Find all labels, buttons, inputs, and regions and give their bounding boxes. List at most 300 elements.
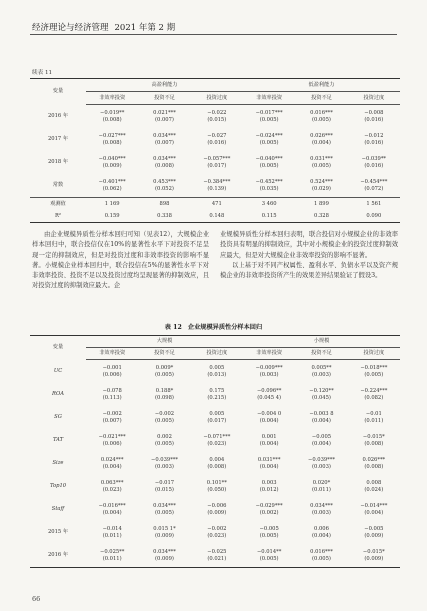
row-label: ROA <box>52 391 64 398</box>
coef-cell <box>191 383 243 406</box>
std-error: (0.113) <box>102 394 122 401</box>
row-label: TAT <box>52 437 64 444</box>
std-error: (0.004) <box>102 509 122 516</box>
coefficient: 0.020* <box>312 479 331 486</box>
std-error: (0.003) <box>155 463 174 470</box>
std-error: (0.009) <box>155 555 174 562</box>
std-error: (0.012) <box>259 486 279 493</box>
coefficient: −0.029*** <box>255 502 283 509</box>
coef-cell <box>348 521 400 544</box>
std-error: (0.015) <box>155 486 174 493</box>
coef-cell <box>295 174 347 198</box>
coefficient: 0.101** <box>206 479 227 486</box>
col-header: 投资不足 <box>295 92 347 105</box>
std-error: (0.017) <box>207 162 227 169</box>
coef-cell <box>191 406 243 429</box>
coefficient: −0.001 <box>102 364 122 371</box>
std-error: (0.045) <box>312 394 331 401</box>
std-error: (0.002) <box>259 509 279 516</box>
std-error: (0.139) <box>207 185 227 192</box>
row-label: 常数 <box>52 182 64 189</box>
std-error: (0.011) <box>102 555 122 562</box>
table-row <box>30 210 400 223</box>
coef-cell <box>243 151 295 174</box>
coef-cell <box>191 429 243 452</box>
coefficient: −0.009*** <box>255 364 283 371</box>
col-header: 投资过度 <box>348 92 400 105</box>
coef-cell <box>348 429 400 452</box>
coef-cell <box>348 105 400 129</box>
table-12 <box>30 335 400 568</box>
running-header <box>32 21 175 33</box>
std-error: (0.005) <box>155 417 174 424</box>
std-error: (0.011) <box>364 417 384 424</box>
coefficient: −0.021*** <box>98 433 126 440</box>
group-header-large-scale: 大规模 <box>86 336 243 348</box>
coef-cell <box>138 383 190 406</box>
std-error: (0.005) <box>155 440 174 447</box>
coefficient: 0.034*** <box>153 155 176 162</box>
coef-cell <box>243 544 295 568</box>
coefficient: 0.016*** <box>310 109 333 116</box>
coef-cell <box>243 383 295 406</box>
coefficient: −0.004 0 <box>257 410 282 417</box>
coefficient: −0.057*** <box>203 155 231 162</box>
std-error: (0.008) <box>207 463 227 470</box>
coef-cell <box>191 360 243 384</box>
std-error: (0.004) <box>312 417 331 424</box>
coefficient: −0.096** <box>256 387 282 394</box>
coefficient: 0.031*** <box>310 155 333 162</box>
std-error: (0.009) <box>364 532 384 539</box>
coef-cell <box>295 521 347 544</box>
row-label: SG <box>54 414 62 421</box>
std-error: (0.005) <box>259 555 279 562</box>
coefficient: −0.003 8 <box>309 410 334 417</box>
coefficient: −0.017*** <box>255 109 283 116</box>
coefficient: 0.006 <box>314 525 329 532</box>
coef-cell <box>86 174 138 198</box>
group-header-small-scale: 小规模 <box>243 336 400 348</box>
coef-cell <box>348 498 400 521</box>
group-header-low-profit: 低盈利能力 <box>243 79 400 92</box>
table-row <box>30 151 400 174</box>
coef-cell <box>138 406 190 429</box>
coef-cell <box>191 452 243 475</box>
coefficient: −0.078 <box>102 387 122 394</box>
coef-cell <box>86 475 138 498</box>
table-row <box>30 105 400 129</box>
table-11-continued <box>30 78 400 223</box>
coef-cell <box>138 452 190 475</box>
row-label: R² <box>55 212 61 219</box>
coef-cell <box>295 429 347 452</box>
std-error: (0.004) <box>259 440 279 447</box>
coefficient: 0.034*** <box>310 502 333 509</box>
coef-cell <box>138 128 190 151</box>
col-header: 投资不足 <box>138 348 190 360</box>
coefficient: −0.014*** <box>360 502 388 509</box>
coef-cell <box>348 475 400 498</box>
coef-cell <box>191 498 243 521</box>
std-error: (0.082) <box>364 394 384 401</box>
coefficient: 0.021*** <box>153 109 176 116</box>
std-error: (0.004) <box>102 463 122 470</box>
col-header: 投资过度 <box>348 348 400 360</box>
coefficient: 0.005** <box>311 364 332 371</box>
coef-cell <box>243 498 295 521</box>
std-error: (0.009) <box>364 555 384 562</box>
coefficient: −0.452*** <box>255 178 283 185</box>
coef-cell <box>243 475 295 498</box>
coefficient: 0.034*** <box>153 132 176 139</box>
coefficient: −0.015* <box>362 433 385 440</box>
stat-cell: 0.090 <box>366 212 382 219</box>
table-continue-label: 续表 11 <box>32 70 53 76</box>
coef-cell <box>295 151 347 174</box>
coefficient: 0.024*** <box>100 456 124 463</box>
coef-cell <box>348 452 400 475</box>
coef-cell <box>191 128 243 151</box>
std-error: (0.008) <box>155 162 174 169</box>
std-error: (0.006) <box>102 371 122 378</box>
col-header: 非效率投资 <box>243 92 295 105</box>
coef-cell <box>295 383 347 406</box>
std-error: (0.005) <box>312 555 331 562</box>
row-label: 2015 年 <box>47 529 69 536</box>
coef-cell <box>295 452 347 475</box>
row-label: Staff <box>51 506 65 513</box>
std-error: (0.005) <box>259 116 279 123</box>
coefficient: 0.031*** <box>257 456 281 463</box>
std-error: (0.005) <box>312 116 331 123</box>
table-row <box>30 475 400 498</box>
coefficient: −0.022 <box>207 109 227 116</box>
std-error: (0.003) <box>312 371 331 378</box>
std-error: (0.011) <box>312 486 331 493</box>
col-header: 非效率投资 <box>86 348 138 360</box>
std-error: (0.005) <box>259 162 279 169</box>
std-error: (0.023) <box>102 486 122 493</box>
coef-cell <box>138 475 190 498</box>
stat-cell: 0.338 <box>157 212 172 219</box>
std-error: (0.011) <box>102 532 122 539</box>
paragraph-continuation: 业规模异质性分样本回归表明，联合投信对小规模企业的非效率投资具有明显的抑制效应，其中对小规模企业的投资过度抑制效应最大，但是对大规模企业非效率投资的影响不显著。 <box>220 231 398 259</box>
coef-cell <box>243 429 295 452</box>
coefficient: −0.008 <box>364 109 384 116</box>
coefficient: −0.006 <box>207 502 227 509</box>
coefficient: −0.014 <box>102 525 122 532</box>
coef-cell <box>191 151 243 174</box>
std-error: (0.013) <box>207 371 227 378</box>
coefficient: −0.025** <box>99 548 125 555</box>
stat-cell: 3 460 <box>243 198 295 211</box>
coef-cell <box>243 521 295 544</box>
std-error: (0.016) <box>364 116 384 123</box>
coef-cell <box>243 105 295 129</box>
col-header: 投资不足 <box>138 92 190 105</box>
coef-cell <box>138 360 190 384</box>
coef-cell <box>86 521 138 544</box>
std-error: (0.008) <box>102 116 122 123</box>
coefficient: 0.008 <box>366 479 382 486</box>
group-header-high-profit: 高盈利能力 <box>86 79 243 92</box>
coef-cell <box>243 174 295 198</box>
std-error: (0.004) <box>312 440 331 447</box>
std-error: (0.029) <box>312 185 331 192</box>
coefficient: −0.027 <box>207 132 227 139</box>
coefficient: −0.024*** <box>255 132 283 139</box>
row-label: 2018 年 <box>47 159 69 166</box>
std-error: (0.007) <box>155 116 174 123</box>
coefficient: −0.002 <box>102 410 122 417</box>
std-error: (0.215) <box>207 394 227 401</box>
body-paragraph-left: 由企业规模异质性分样本回归可知（见表12），大规模企业样本回归中，联合投信仅在10%的显著性水平下对投资不足呈现一定的抑制效应，但是对投资过度和非效率投资的影响不显著。小规模企业样本回归中，联合投信在5%的显著性水平下对非效率投资、投资不足以及投资过度均呈现显著的抑制效应，且对投资过度的抑制效应最大。企 <box>32 231 209 290</box>
std-error: (0.016) <box>364 139 384 146</box>
coefficient: −0.019** <box>99 109 125 116</box>
coef-cell <box>191 174 243 198</box>
coef-cell <box>138 429 190 452</box>
std-error: (0.023) <box>207 532 227 539</box>
coefficient: 0.063*** <box>100 479 124 486</box>
coef-cell <box>348 128 400 151</box>
table-row <box>30 174 400 198</box>
coef-cell <box>86 105 138 129</box>
coef-cell <box>138 498 190 521</box>
coefficient: −0.025 <box>207 548 227 555</box>
coef-cell <box>348 360 400 384</box>
coef-cell <box>138 521 190 544</box>
std-error: (0.009) <box>207 509 227 516</box>
coef-cell <box>295 544 347 568</box>
std-error: (0.003) <box>312 509 331 516</box>
coef-cell <box>86 383 138 406</box>
row-label: 2016 年 <box>47 112 69 119</box>
coefficient: −0.224*** <box>360 387 388 394</box>
coefficient: −0.005 <box>259 525 279 532</box>
coef-cell <box>191 475 243 498</box>
coefficient: −0.016*** <box>98 502 126 509</box>
stat-cell: 1 169 <box>86 198 138 211</box>
coefficient: 0.005 <box>209 364 225 371</box>
coef-cell <box>243 128 295 151</box>
table-row <box>30 429 400 452</box>
table-row <box>30 198 400 211</box>
coefficient: 0.016*** <box>310 548 333 555</box>
coefficient: 0.003 <box>261 479 277 486</box>
coefficient: −0.040*** <box>98 155 126 162</box>
coefficient: −0.071*** <box>203 433 231 440</box>
coef-cell <box>295 360 347 384</box>
coef-cell <box>86 128 138 151</box>
coef-cell <box>348 544 400 568</box>
table-row <box>30 406 400 429</box>
std-error: (0.045 4) <box>257 394 282 401</box>
std-error: (0.007) <box>102 417 122 424</box>
stat-cell: 471 <box>191 198 243 211</box>
std-error: (0.015) <box>207 116 227 123</box>
std-error: (0.008) <box>364 463 384 470</box>
coefficient: 0.001 <box>261 433 277 440</box>
coefficient: −0.384*** <box>203 178 231 185</box>
coef-cell <box>191 105 243 129</box>
coef-cell <box>295 128 347 151</box>
std-error: (0.005) <box>155 371 174 378</box>
std-error: (0.005) <box>155 509 174 516</box>
table-12-caption: 表 12 企业规模异质性分样本回归 <box>164 324 263 331</box>
std-error: (0.005) <box>364 371 384 378</box>
coefficient: 0.015 1* <box>153 525 176 532</box>
coef-cell <box>295 105 347 129</box>
coefficient: 0.034*** <box>153 548 176 555</box>
col-header: 投资过度 <box>191 348 243 360</box>
coefficient: −0.454*** <box>360 178 388 185</box>
std-error: (0.004) <box>259 463 279 470</box>
coefficient: −0.039*** <box>307 456 335 463</box>
coefficient: −0.01 <box>365 410 382 417</box>
coefficient: 0.005 <box>209 410 225 417</box>
var-header: 变量 <box>52 344 64 351</box>
std-error: (0.023) <box>207 440 227 447</box>
stat-cell: 0.115 <box>261 212 277 219</box>
stat-cell: 0.328 <box>314 212 329 219</box>
coefficient: −0.015* <box>362 548 385 555</box>
coefficient: −0.039*** <box>151 456 178 463</box>
coefficient: −0.005 <box>311 433 332 440</box>
coef-cell <box>86 452 138 475</box>
std-error: (0.005) <box>259 139 279 146</box>
table-row <box>30 544 400 568</box>
coefficient: 0.175 <box>209 387 225 394</box>
std-error: (0.009) <box>155 532 174 539</box>
row-label: UC <box>53 367 63 374</box>
stat-cell: 898 <box>138 198 190 211</box>
std-error: (0.062) <box>102 185 122 192</box>
std-error: (0.009) <box>102 162 122 169</box>
std-error: (0.017) <box>207 417 227 424</box>
std-error: (0.016) <box>207 139 227 146</box>
coefficient: −0.002 <box>207 525 227 532</box>
coefficient: −0.018*** <box>360 364 388 371</box>
std-error: (0.035) <box>259 185 279 192</box>
std-error: (0.004) <box>312 532 331 539</box>
body-paragraph-right <box>220 230 398 281</box>
table-row <box>30 452 400 475</box>
std-error: (0.006) <box>102 440 122 447</box>
std-error: (0.004) <box>312 139 331 146</box>
std-error: (0.003) <box>259 371 279 378</box>
coef-cell <box>295 475 347 498</box>
coefficient: 0.034*** <box>153 502 176 509</box>
stat-cell: 0.148 <box>209 212 225 219</box>
std-error: (0.098) <box>155 394 174 401</box>
coef-cell <box>138 105 190 129</box>
std-error: (0.003) <box>312 463 331 470</box>
coef-cell <box>348 151 400 174</box>
table-row <box>30 383 400 406</box>
coefficient: 0.009* <box>155 364 174 371</box>
std-error: (0.016) <box>364 162 384 169</box>
coef-cell <box>191 521 243 544</box>
coef-cell <box>86 360 138 384</box>
coef-cell <box>138 544 190 568</box>
row-label: 观测值 <box>30 198 86 211</box>
coef-cell <box>86 151 138 174</box>
coefficient: −0.012 <box>364 132 384 139</box>
coefficient: −0.401*** <box>98 178 126 185</box>
col-header: 非效率投资 <box>243 348 295 360</box>
coef-cell <box>86 406 138 429</box>
coef-cell <box>191 544 243 568</box>
coefficient: −0.040*** <box>255 155 283 162</box>
coef-cell <box>348 406 400 429</box>
coefficient: −0.005 <box>364 525 384 532</box>
coefficient: 0.002 <box>157 433 172 440</box>
coef-cell <box>243 452 295 475</box>
coefficient: −0.027*** <box>98 132 126 139</box>
coef-cell <box>138 174 190 198</box>
row-label: 2016 年 <box>47 552 69 559</box>
coefficient: −0.017 <box>154 479 175 486</box>
std-error: (0.004) <box>259 417 279 424</box>
coefficient: 0.453*** <box>153 178 176 185</box>
coef-cell <box>348 383 400 406</box>
coefficient: −0.014** <box>256 548 282 555</box>
issue-label: 2021 年第 2 期 <box>114 23 176 33</box>
coef-cell <box>243 360 295 384</box>
paragraph-conclusion: 以上基于对不同产权属性、盈利水平、负债水平以及资产规模企业的非效率投资所产生的效果差异结果验证了假设3。 <box>220 261 398 280</box>
stat-cell: 0.159 <box>104 212 120 219</box>
std-error: (0.005) <box>259 532 279 539</box>
coefficient: 0.026*** <box>310 132 333 139</box>
coef-cell <box>243 406 295 429</box>
std-error: (0.052) <box>155 185 174 192</box>
coef-cell <box>348 174 400 198</box>
std-error: (0.024) <box>364 486 384 493</box>
coefficient: 0.026*** <box>362 456 386 463</box>
row-label: Size <box>52 460 64 467</box>
coefficient: −0.002 <box>154 410 175 417</box>
std-error: (0.004) <box>364 509 384 516</box>
header-rule <box>30 34 397 35</box>
coef-cell <box>86 498 138 521</box>
coefficient: −0.120** <box>309 387 334 394</box>
page-number: 66 <box>32 595 41 603</box>
table-row <box>30 521 400 544</box>
table-row <box>30 128 400 151</box>
coefficient: 0.188* <box>155 387 174 394</box>
std-error: (0.050) <box>207 486 227 493</box>
table-row <box>30 360 400 384</box>
stat-cell: 1 899 <box>295 198 347 211</box>
coef-cell <box>138 151 190 174</box>
std-error: (0.007) <box>155 139 174 146</box>
coefficient: 0.524*** <box>310 178 333 185</box>
col-header: 非效率投资 <box>86 92 138 105</box>
col-header: 投资不足 <box>295 348 347 360</box>
stat-cell: 1 561 <box>348 198 400 211</box>
std-error: (0.005) <box>312 162 331 169</box>
col-header: 投资过度 <box>191 92 243 105</box>
var-header: 变量 <box>52 88 64 95</box>
row-label: Top10 <box>49 483 67 490</box>
coef-cell <box>295 498 347 521</box>
table-row <box>30 498 400 521</box>
coefficient: 0.004 <box>209 456 225 463</box>
coefficient: −0.039** <box>361 155 387 162</box>
std-error: (0.072) <box>364 185 384 192</box>
coef-cell <box>86 429 138 452</box>
